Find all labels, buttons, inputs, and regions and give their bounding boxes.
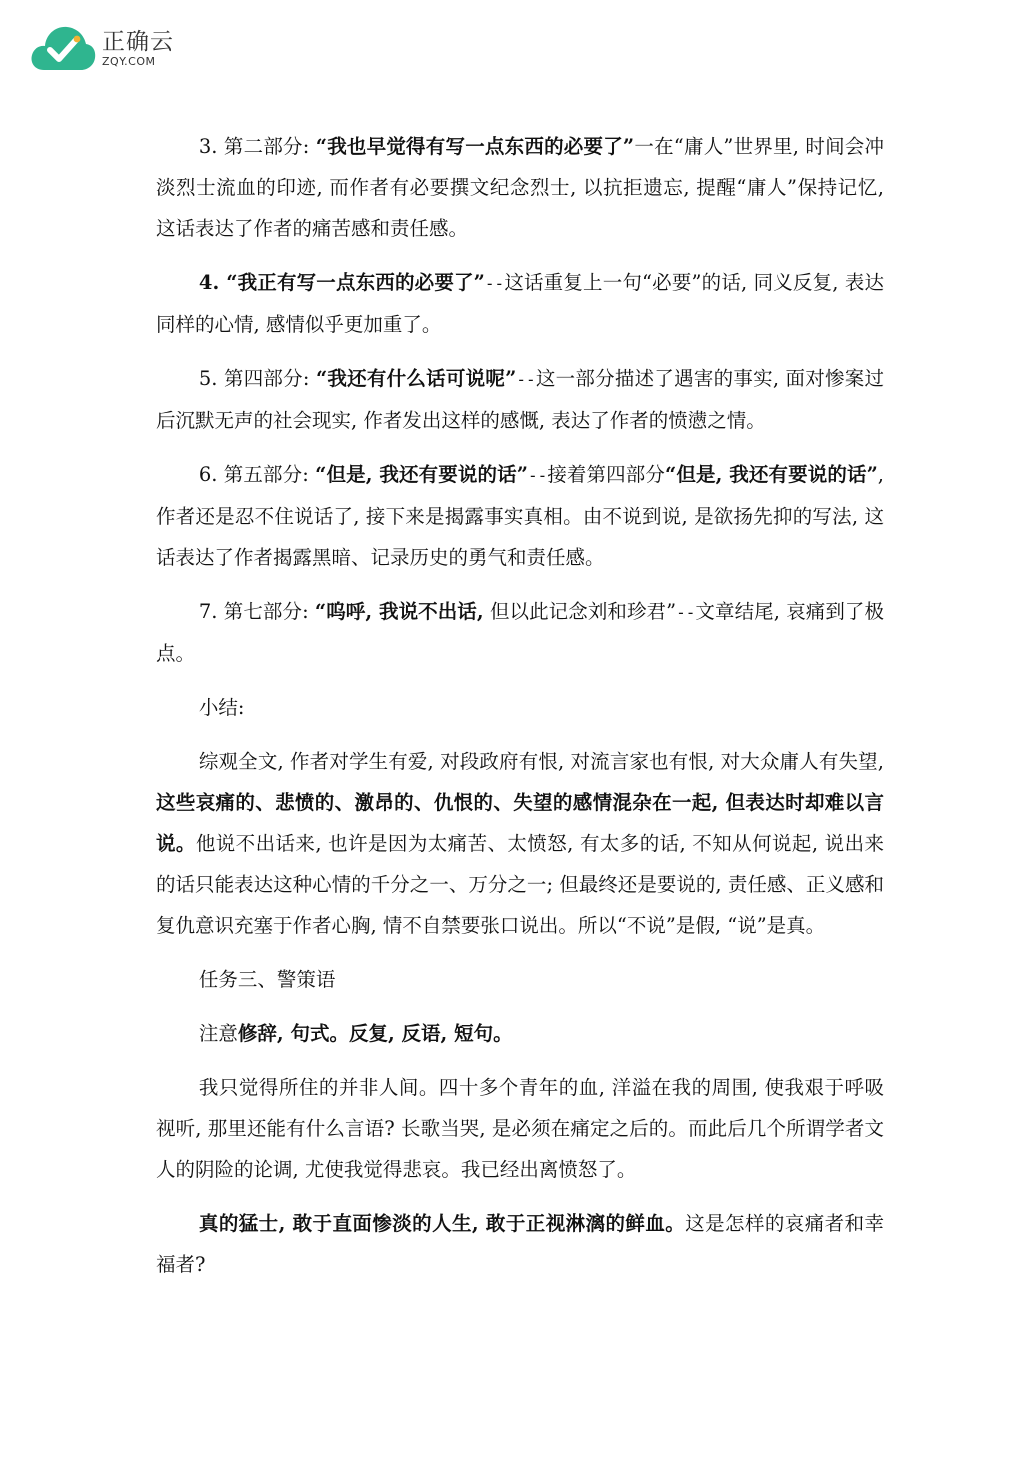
text-run: 5. 第四部分:	[198, 367, 316, 390]
text-run: 我只觉得所住的并非人间。四十多个青年的血, 洋溢在我的周围, 使我艰于呼吸视听, 那里还能有什么言语? 长歌当哭, 是必须在痛定之后的。而此后几个所谓学者文人的阴险的论调, 尤使我觉得悲哀。我已经出离愤怒了。	[156, 1076, 884, 1181]
text-run: 这一部分描述了遇害的事实, 面对惨案过后沉默无声的社会现实, 作者发出这样的感慨, 表达了作者的愤懑之情。	[156, 367, 884, 432]
logo-domain: ZQY.COM	[102, 54, 156, 68]
text-run: --	[484, 274, 505, 293]
paragraph	[156, 687, 884, 728]
paragraph	[156, 1067, 884, 1190]
cloud-check-icon	[30, 22, 96, 74]
bold-text-run: “我还有什么话可说呢”	[315, 367, 517, 390]
text-run: 这是怎样的哀痛者和幸福者?	[156, 1212, 884, 1276]
bold-text-run: “但是, 我还有要说的话”	[665, 463, 878, 486]
bold-text-run: 4. “我正有写一点东西的必要了”	[198, 271, 485, 294]
paragraph	[156, 1013, 884, 1054]
bold-text-run: “我也早觉得有写一点东西的必要了”	[315, 135, 635, 158]
paragraph	[156, 262, 884, 345]
text-run: 但以此记念刘和珍君”	[483, 600, 677, 623]
paragraph	[156, 358, 884, 441]
text-run: 注意	[198, 1022, 238, 1045]
text-run: 任务三、警策语	[198, 968, 336, 991]
bold-text-run: 这些哀痛的、悲愤的、激昂的、仇恨的、失望的感情混杂在一起, 但表达时却难以言说。	[156, 791, 884, 855]
text-run: 文章结尾, 哀痛到了极点。	[156, 600, 884, 665]
bold-text-run: “呜呼, 我说不出话,	[314, 600, 484, 623]
document-body	[156, 126, 884, 1298]
paragraph	[156, 959, 884, 1000]
text-run: --	[516, 370, 536, 389]
text-run: 他说不出话来, 也许是因为太痛苦、太愤怒, 有太多的话, 不知从何说起, 说出来的话只能表达这种心情的千分之一、万分之一; 但最终还是要说的, 责任感、正义感和复仇意识充塞于作者心胸, 情不自禁要张口说出。所以“不说”是假, “说”是真。	[156, 832, 884, 937]
bold-text-run: 真的猛士, 敢于直面惨淡的人生, 敢于正视淋漓的鲜血。	[198, 1212, 686, 1235]
text-run: 综观全文, 作者对学生有爱, 对段政府有恨, 对流言家也有恨, 对大众庸人有失望,	[198, 750, 884, 773]
paragraph	[156, 741, 884, 946]
text-run: 接着第四部分	[547, 463, 666, 486]
bold-text-run: “但是, 我还有要说的话”	[315, 463, 528, 486]
text-run: --	[676, 603, 696, 622]
text-run: 这话重复上一句“必要”的话, 同义反复, 表达同样的心情, 感情似乎更加重了。	[156, 271, 884, 336]
bold-text-run: 修辞, 句式。反复, 反语, 短句。	[237, 1022, 513, 1045]
text-run: 一在“庸人”世界里, 时间会冲淡烈士流血的印迹, 而作者有必要撰文纪念烈士, 以抗拒遗忘, 提醒“庸人”保持记忆, 这话表达了作者的痛苦感和责任感。	[156, 135, 885, 240]
text-run: --	[527, 466, 548, 485]
paragraph	[156, 454, 884, 578]
zqy-logo	[30, 22, 174, 74]
text-run: 7. 第七部分:	[198, 600, 315, 623]
paragraph	[156, 1203, 884, 1285]
text-run: 6. 第五部分:	[198, 463, 316, 486]
text-run: 3. 第二部分:	[198, 135, 316, 158]
text-run: 小结:	[198, 696, 245, 719]
logo-name: 正确云	[102, 28, 174, 55]
text-run: , 作者还是忍不住说话了, 接下来是揭露事实真相。由不说到说, 是欲扬先抑的写法, 这话表达了作者揭露黑暗、记录历史的勇气和责任感。	[156, 463, 884, 569]
paragraph	[156, 591, 884, 674]
paragraph	[156, 126, 884, 249]
